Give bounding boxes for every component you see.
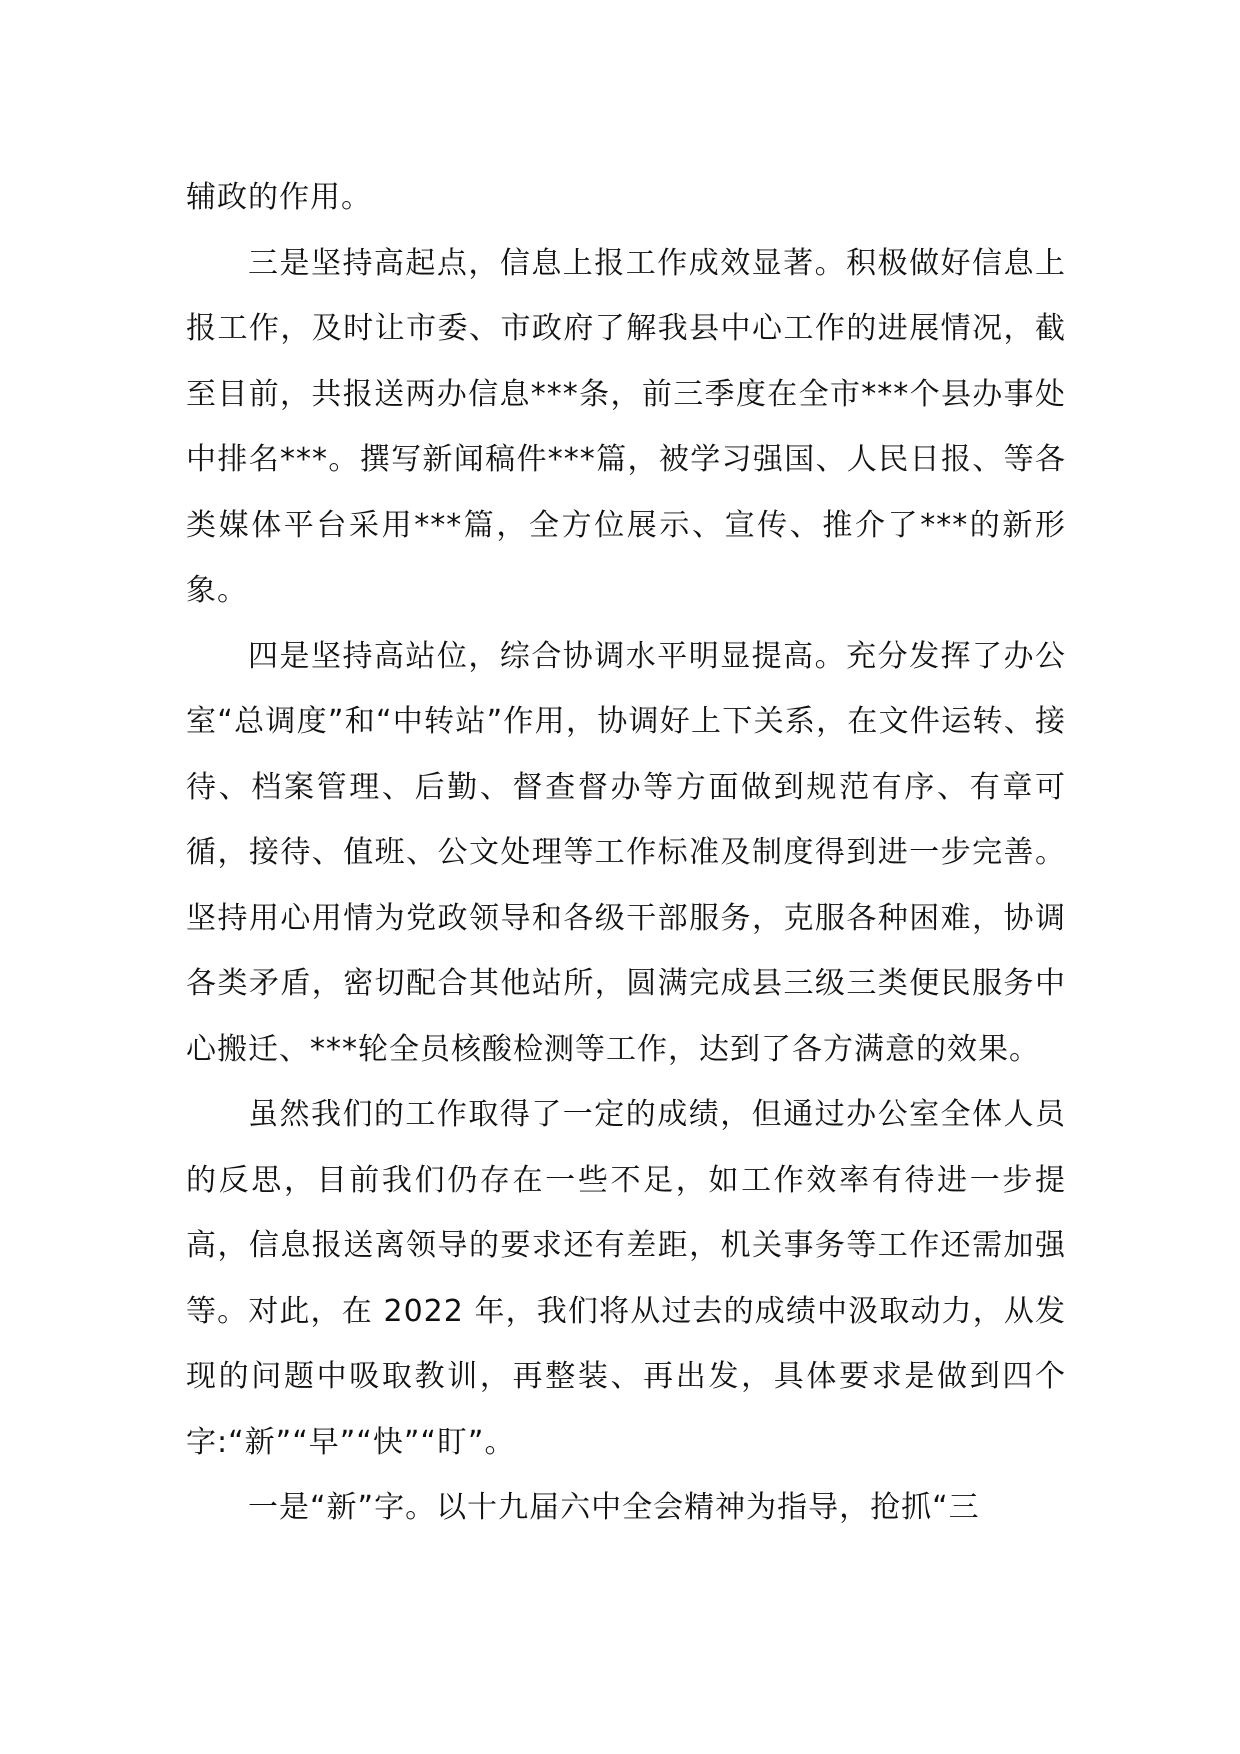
paragraph-2: 三是坚持高起点，信息上报工作成效显著。积极做好信息上报工作，及时让市委、市政府了解我县中心工作的进展情况，截至目前，共报送两办信息***条，前三季度在全市***个县办事处中排名***。撰写新闻稿件***篇，被学习强国、人民日报、等各类媒体平台采用***篇，全方位展示、宣传、推介了***的新形象。 (186, 245, 1066, 608)
paragraph-3: 四是坚持高站位，综合协调水平明显提高。充分发挥了办公室“总调度”和“中转站”作用，协调好上下关系，在文件运转、接待、档案管理、后勤、督查督办等方面做到规范有序、有章可循，接待、值班、公文处理等工作标准及制度得到进一步完善。坚持用心用情为党政领导和各级干部服务，克服各种困难，协调各类矛盾，密切配合其他站所，圆满完成县三级三类便民服务中心搬迁、***轮全员核酸检测等工作，达到了各方满意的效果。 (186, 638, 1066, 1067)
body-text (186, 165, 1066, 1541)
paragraph-5: 一是“新”字。以十九届六中全会精神为指导，抢抓“三 (248, 1490, 980, 1525)
paragraph-1: 辅政的作用。 (186, 180, 372, 215)
paragraph-4: 虽然我们的工作取得了一定的成绩，但通过办公室全体人员的反思，目前我们仍存在一些不足，如工作效率有待进一步提高，信息报送离领导的要求还有差距，机关事务等工作还需加强等。对此，在 2022 年，我们将从过去的成绩中汲取动力，从发现的问题中吸取教训，再整装、再出发，具体要求是做到四个字:“新”“早”“快”“盯”。 (186, 1097, 1066, 1460)
